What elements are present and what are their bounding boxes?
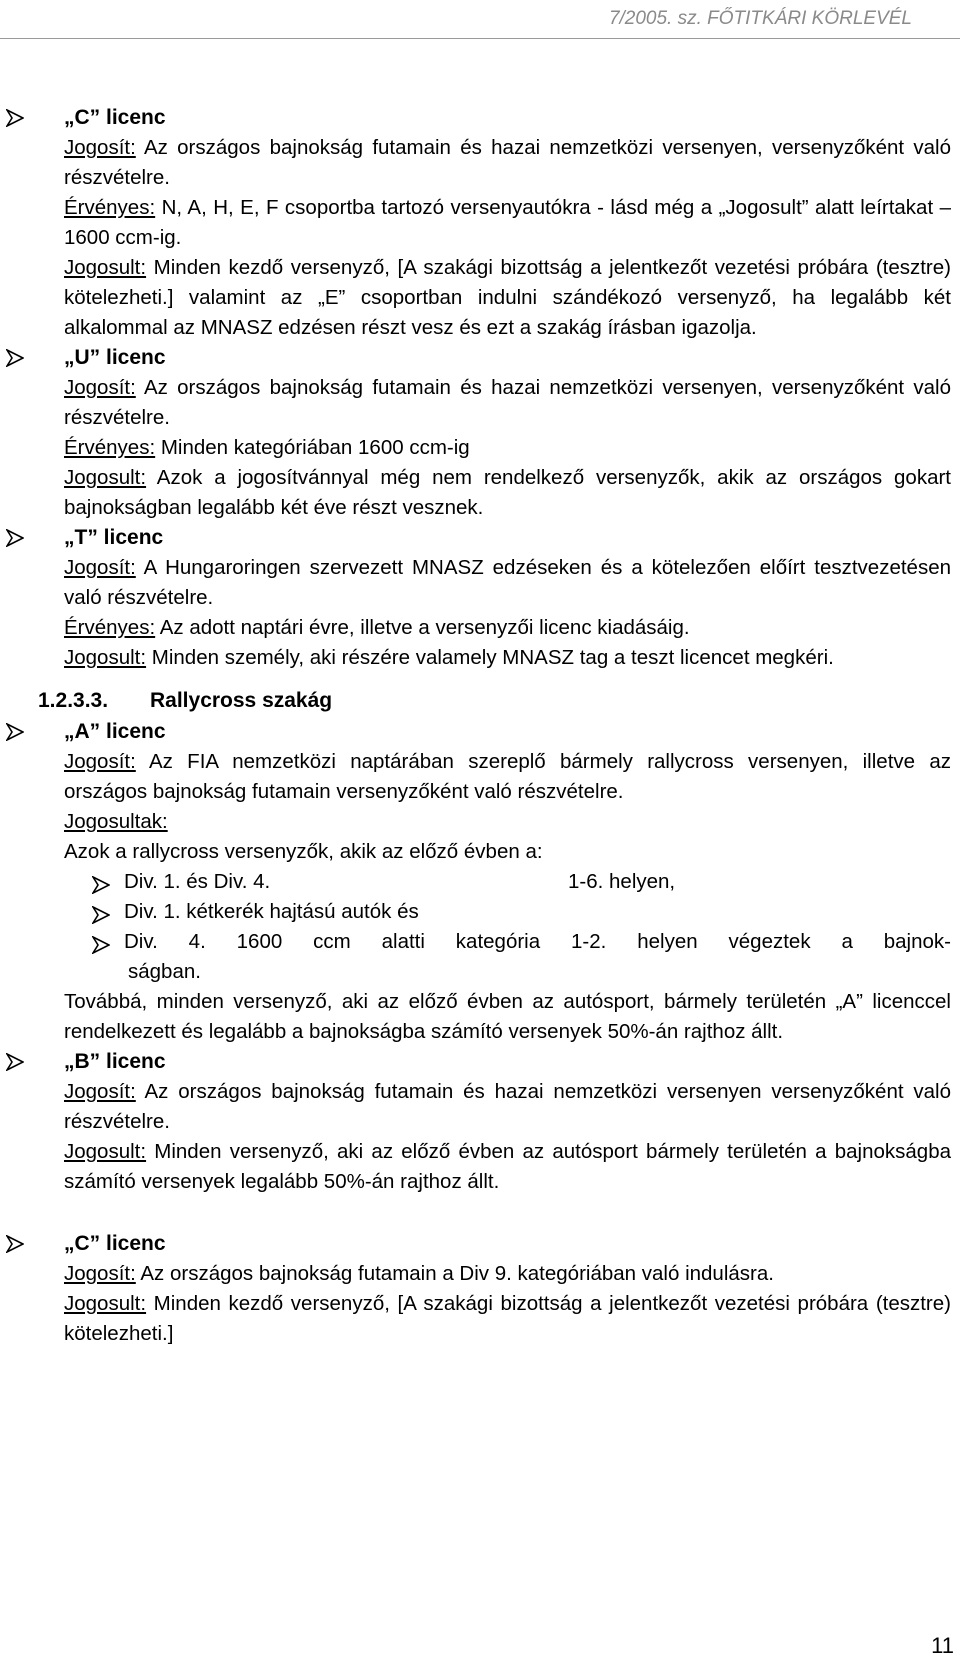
licenc-title: „C” licenc	[64, 106, 166, 129]
jogosult-text: Minden kezdő versenyző, [A szakági bizottság a jelentkezőt vezetési próbára (tesztre) kötelezheti.]	[64, 1292, 951, 1345]
list-item-continuation: ságban.	[128, 960, 201, 983]
arrow-bullet-icon	[92, 933, 110, 951]
arrow-bullet-icon	[6, 723, 24, 741]
u-licenc-section	[0, 343, 960, 523]
jogosult-text: Minden kezdő versenyző, [A szakági bizottság a jelentkezőt vezetési próbára (tesztre) kötelezheti.] valamint az „E” csoportban indulni szándékozó versenyző, ha legalább két alkalommal az MNASZ edzésen részt vesz és ezt a szakág írásban igazolja.	[64, 256, 951, 339]
arrow-bullet-icon	[6, 349, 24, 367]
jogosit-field	[64, 133, 951, 193]
list-item-placement: 1-6. helyen,	[568, 870, 676, 893]
jogosit-label: Jogosít:	[64, 1262, 136, 1285]
section-heading	[38, 685, 960, 717]
licenc-title: „A” licenc	[64, 720, 166, 743]
jogosit-field	[64, 1077, 951, 1137]
list-item	[64, 927, 951, 957]
jogosit-text: Az országos bajnokság futamain és hazai nemzetközi versenyen versenyzőként való részvételre.	[64, 1080, 951, 1133]
c-licenc-rallycross-section	[0, 1229, 960, 1349]
page-header: 7/2005. sz. FŐTITKÁRI KÖRLEVÉL	[608, 8, 912, 29]
jogosult-text: Minden versenyző, aki az előző évben az autósport bármely területén a bajnokságba számító versenyek legalább 50%-án rajthoz állt.	[64, 1140, 951, 1193]
jogosit-field	[64, 553, 951, 613]
licenc-title: „B” licenc	[64, 1050, 166, 1073]
jogosit-label: Jogosít:	[64, 136, 136, 159]
ervenyes-field	[64, 433, 951, 463]
jogosult-label: Jogosult:	[64, 1140, 147, 1163]
list-item	[64, 897, 951, 927]
ervenyes-text: Az adott naptári évre, illetve a versenyzői licenc kiadásáig.	[155, 616, 690, 639]
licenc-title: „T” licenc	[64, 526, 164, 549]
document-body	[0, 103, 960, 1349]
jogosit-text: Az FIA nemzetközi naptárában szereplő bármely rallycross versenyen, illetve az országos bajnokság futamain versenyzőként való részvételre.	[64, 750, 951, 803]
t-licenc-section	[0, 523, 960, 673]
jogosult-field	[64, 1137, 951, 1197]
list-item-text: Div. 4. 1600 ccm alatti kategória 1-2. helyen végeztek a bajnok-	[124, 930, 951, 953]
jogosult-text: Minden személy, aki részére valamely MNASZ tag a teszt licencet megkéri.	[146, 646, 834, 669]
jogosult-label: Jogosult:	[64, 1292, 147, 1315]
licenc-title: „U” licenc	[64, 346, 166, 369]
jogosit-field	[64, 373, 951, 433]
tovabba-paragraph: Továbbá, minden versenyző, aki az előző évben az autósport, bármely területén „A” licenccel rendelkezett és legalább a bajnokságba számító versenyek 50%-án rajthoz állt.	[64, 990, 951, 1043]
jogosit-field	[64, 747, 951, 807]
ervenyes-label: Érvényes:	[64, 616, 156, 639]
header-divider	[0, 38, 960, 39]
jogosit-text: Az országos bajnokság futamain a Div 9. kategóriában való indulásra.	[135, 1262, 774, 1285]
jogosit-text: A Hungaroringen szervezett MNASZ edzéseken és a kötelezően előírt tesztvezetésen való részvételre.	[64, 556, 951, 609]
page-number: 11	[931, 1633, 954, 1658]
arrow-bullet-icon	[6, 529, 24, 547]
jogosult-field	[64, 643, 951, 673]
ervenyes-field	[64, 613, 951, 643]
jogosit-text: Az országos bajnokság futamain és hazai nemzetközi versenyen, versenyzőként való részvételre.	[64, 136, 951, 189]
jogosit-text: Az országos bajnokság futamain és hazai nemzetközi versenyen, versenyzőként való részvételre.	[64, 376, 951, 429]
ervenyes-text: Minden kategóriában 1600 ccm-ig	[155, 436, 470, 459]
jogosultak-field	[64, 807, 951, 837]
jogosult-label: Jogosult:	[64, 256, 147, 279]
jogosultak-label: Jogosultak:	[64, 810, 168, 833]
ervenyes-label: Érvényes:	[64, 436, 156, 459]
list-item-text: Div. 1. kétkerék hajtású autók és	[124, 900, 419, 923]
licenc-title: „C” licenc	[64, 1232, 166, 1255]
section-number: 1.2.3.3.	[38, 689, 109, 712]
arrow-bullet-icon	[6, 1053, 24, 1071]
jogosultak-intro: Azok a rallycross versenyzők, akik az előző évben a:	[64, 840, 543, 863]
arrow-bullet-icon	[92, 873, 110, 891]
arrow-bullet-icon	[6, 109, 24, 127]
arrow-bullet-icon	[92, 903, 110, 921]
jogosult-field	[64, 463, 951, 523]
sub-bullet-list	[64, 867, 951, 987]
section-title: Rallycross szakág	[150, 689, 333, 712]
b-licenc-section	[0, 1047, 960, 1197]
ervenyes-label: Érvényes:	[64, 196, 156, 219]
jogosult-field	[64, 253, 951, 343]
ervenyes-text: N, A, H, E, F csoportba tartozó versenyautókra - lásd még a „Jogosult” alatt leírtakat – 1600 ccm-ig.	[64, 196, 951, 249]
jogosult-label: Jogosult:	[64, 466, 147, 489]
jogosult-label: Jogosult:	[64, 646, 147, 669]
list-item	[64, 867, 951, 897]
c-licenc-section	[0, 103, 960, 343]
list-item-text: Div. 1. és Div. 4.	[124, 870, 271, 893]
jogosit-label: Jogosít:	[64, 376, 136, 399]
jogosit-label: Jogosít:	[64, 1080, 136, 1103]
a-licenc-section	[0, 717, 960, 1047]
jogosit-label: Jogosít:	[64, 556, 136, 579]
jogosit-label: Jogosít:	[64, 750, 136, 773]
arrow-bullet-icon	[6, 1235, 24, 1253]
jogosult-field	[64, 1289, 951, 1349]
jogosit-field	[64, 1259, 951, 1289]
ervenyes-field	[64, 193, 951, 253]
jogosult-text: Azok a jogosítvánnyal még nem rendelkező versenyzők, akik az országos gokart bajnokságban legalább két éve részt vesznek.	[64, 466, 951, 519]
